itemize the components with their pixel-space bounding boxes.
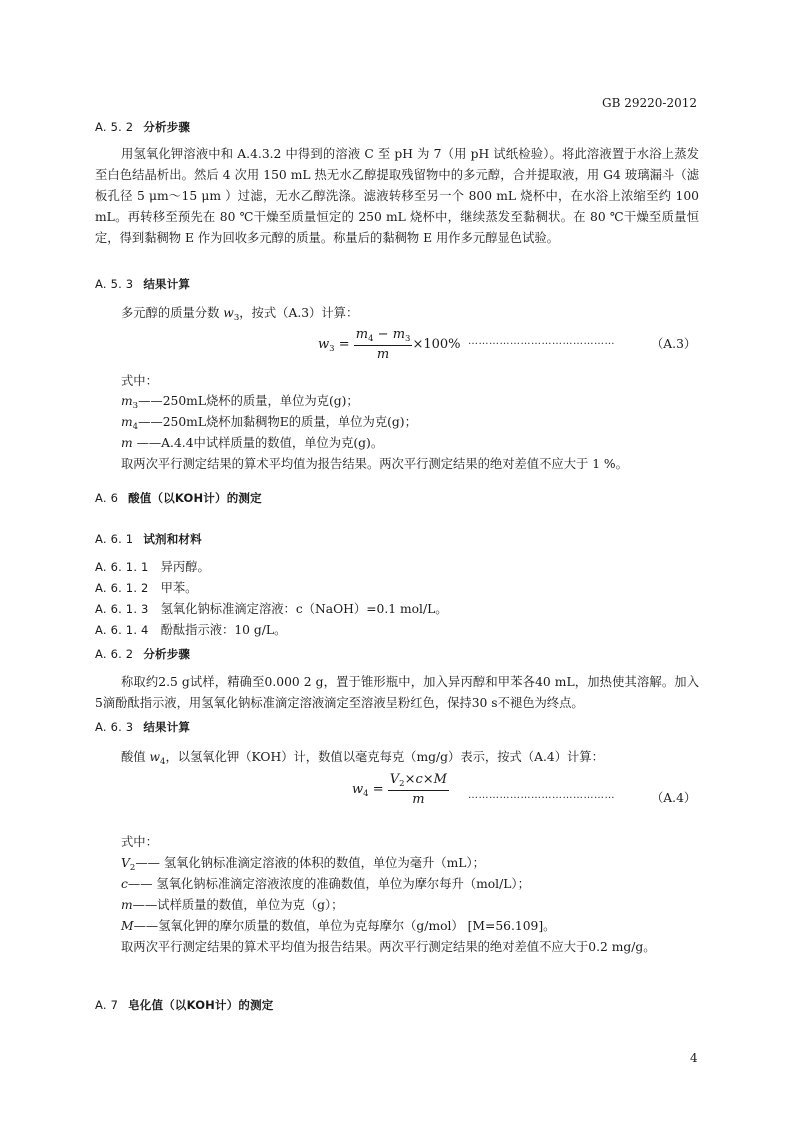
- def-symbol: c: [121, 877, 128, 891]
- section-number: A. 5. 3: [95, 277, 134, 291]
- def-text: ——氢氧化钾的摩尔质量的数值，单位为克每摩尔（g/mol） [M=56.109]。: [133, 919, 556, 933]
- def-symbol: m: [121, 394, 133, 408]
- formula-dots: ……………………………………: [468, 790, 615, 801]
- equals-sign: =: [338, 337, 350, 352]
- numerator-var: m: [392, 327, 406, 342]
- item-number: A. 6. 1. 4: [95, 623, 149, 637]
- def-text: ——250mL烧杯的质量，单位为克(g)；: [138, 394, 359, 408]
- section-number: A. 6: [95, 491, 119, 505]
- subscript: 2: [129, 863, 136, 873]
- subscript: 4: [160, 757, 166, 767]
- percent-factor: ×100%: [412, 337, 461, 352]
- def-text: ——250mL烧杯加黏稠物E的质量，单位为克(g)；: [138, 415, 417, 429]
- def-item: [121, 853, 485, 873]
- item-text: 氢氧化钠标准滴定溶液：c（NaOH）=0.1 mol/L。: [160, 602, 448, 616]
- subscript: 3: [132, 401, 139, 411]
- section-heading-a52: [95, 119, 190, 135]
- section-number: A. 6. 1: [95, 532, 134, 546]
- def-symbol: m: [121, 415, 133, 429]
- item-number: A. 6. 1. 1: [95, 560, 149, 574]
- a53-intro: [121, 303, 358, 323]
- section-title: 结果计算: [143, 277, 191, 291]
- variable: w: [149, 750, 161, 764]
- section-number: A. 6. 3: [95, 720, 134, 734]
- numerator-var: m: [355, 327, 369, 342]
- def-item: [121, 391, 359, 411]
- item-text: 异丙醇。: [160, 560, 210, 574]
- where-label: 式中：: [121, 374, 158, 388]
- subscript: 3: [405, 334, 411, 344]
- formula-lhs: w: [318, 337, 330, 352]
- subscript: 3: [329, 344, 335, 354]
- section-number: A. 7: [95, 998, 119, 1012]
- intro-text: 酸值: [121, 750, 150, 764]
- a63-intro: [121, 747, 604, 767]
- section-heading-a7: [95, 997, 274, 1013]
- denominator: m: [376, 347, 390, 362]
- section-title: 酸值（以KOH计）的测定: [128, 491, 262, 505]
- def-item: [121, 412, 417, 432]
- def-item: [121, 433, 383, 451]
- fraction: [388, 772, 449, 807]
- formula-label: （A.4）: [651, 791, 697, 805]
- def-item: [121, 874, 530, 892]
- subscript: 3: [233, 313, 240, 323]
- a52-paragraph: 用氢氧化钾溶液中和 A.4.3.2 中得到的溶液 C 至 pH 为 7（用 pH 试纸检验）。将此溶液置于水浴上蒸发至白色结晶析出。然后 4 次用 150 mL 热无水乙醇提取残留物中的多元醇，合并提取液，用 G4 玻璃漏斗（滤板孔径 5 μm～15 μm ）过滤，无水乙醇洗涤。滤液转移至另一个 800 mL 烧杯中，在水浴上浓缩至约 100 mL。再转移至预先在 80 ℃干燥至质量恒定的 250 mL 烧杯中，继续蒸发至黏稠状。在 80 ℃干燥至质量恒定，得到黏稠物 E 作为回收多元醇的质量。称量后的黏稠物 E 用作多元醇显色试验。: [95, 147, 699, 245]
- section-heading-a63: [95, 719, 190, 735]
- reagent-item: [95, 557, 210, 575]
- item-text: 酚酞指示液：10 g/L。: [160, 623, 287, 637]
- variable: w: [223, 306, 234, 320]
- section-title: 试剂和材料: [143, 532, 202, 546]
- denominator: m: [412, 792, 425, 807]
- section-heading-a61: [95, 531, 202, 547]
- a62-paragraph: 称取约2.5 g试样，精确至0.000 2 g，置于锥形瓶中，加入异丙醇和甲苯各40 mL，加热使其溶解。加入5滴酚酞指示液，用氢氧化钠标准滴定溶液滴定至溶液呈粉红色，保持30 s不褪色为终点。: [95, 675, 699, 710]
- def-text: ——A.4.4中试样质量的数值，单位为克(g)。: [132, 436, 384, 450]
- reagent-item: [95, 620, 286, 638]
- numerator-rest: ×c×M: [404, 772, 447, 787]
- subscript: 4: [132, 422, 139, 432]
- def-text: ——试样质量的数值，单位为克（g）；: [132, 898, 344, 912]
- result-statement: 取两次平行测定结果的算术平均值为报告结果。两次平行测定结果的绝对差值不应大于 1 %。: [121, 457, 628, 471]
- formula-a4: [352, 772, 449, 807]
- section-heading-a62: [95, 646, 190, 662]
- def-symbol: M: [121, 919, 134, 933]
- def-symbol: m: [121, 898, 133, 912]
- page-number: 4: [690, 1051, 698, 1065]
- section-number: A. 6. 2: [95, 647, 134, 661]
- reagent-item: [95, 599, 448, 617]
- formula-lhs: w: [352, 782, 364, 797]
- subscript: 2: [399, 779, 405, 789]
- def-symbol: V: [121, 856, 130, 870]
- def-item: [121, 916, 555, 934]
- minus-sign: −: [377, 327, 389, 342]
- formula-label: （A.3）: [651, 337, 697, 351]
- intro-text: ，以氢氧化钾（KOH）计，数值以毫克每克（mg/g）表示，按式（A.4）计算：: [165, 750, 604, 764]
- intro-text: ，按式（A.3）计算：: [239, 306, 359, 320]
- def-text: —— 氢氧化钠标准滴定溶液的体积的数值，单位为毫升（mL）；: [135, 856, 485, 870]
- intro-text: 多元醇的质量分数: [121, 306, 224, 320]
- fraction: [354, 327, 413, 362]
- result-statement: 取两次平行测定结果的算术平均值为报告结果。两次平行测定结果的绝对差值不应大于0.2 mg/g。: [121, 940, 656, 954]
- item-text: 甲苯。: [160, 581, 198, 595]
- section-title: 皂化值（以KOH计）的测定: [128, 998, 274, 1012]
- section-title: 结果计算: [143, 720, 191, 734]
- section-heading-a53: [95, 276, 190, 292]
- def-text: —— 氢氧化钠标准滴定溶液浓度的准确数值，单位为摩尔每升（mol/L）；: [127, 877, 530, 891]
- standard-number: GB 29220-2012: [602, 96, 697, 110]
- subscript: 4: [363, 789, 369, 799]
- def-symbol: m: [121, 436, 133, 450]
- subscript: 4: [368, 334, 374, 344]
- equals-sign: =: [372, 782, 384, 797]
- section-heading-a6: [95, 490, 262, 506]
- section-number: A. 5. 2: [95, 120, 134, 134]
- where-label: 式中：: [121, 835, 158, 849]
- formula-a3: [318, 327, 461, 362]
- formula-dots: ……………………………………: [468, 336, 615, 347]
- reagent-item: [95, 578, 197, 596]
- item-number: A. 6. 1. 2: [95, 581, 149, 595]
- item-number: A. 6. 1. 3: [95, 602, 149, 616]
- section-title: 分析步骤: [143, 120, 191, 134]
- def-item: [121, 895, 343, 913]
- section-title: 分析步骤: [143, 647, 191, 661]
- numerator-var: V: [389, 772, 400, 787]
